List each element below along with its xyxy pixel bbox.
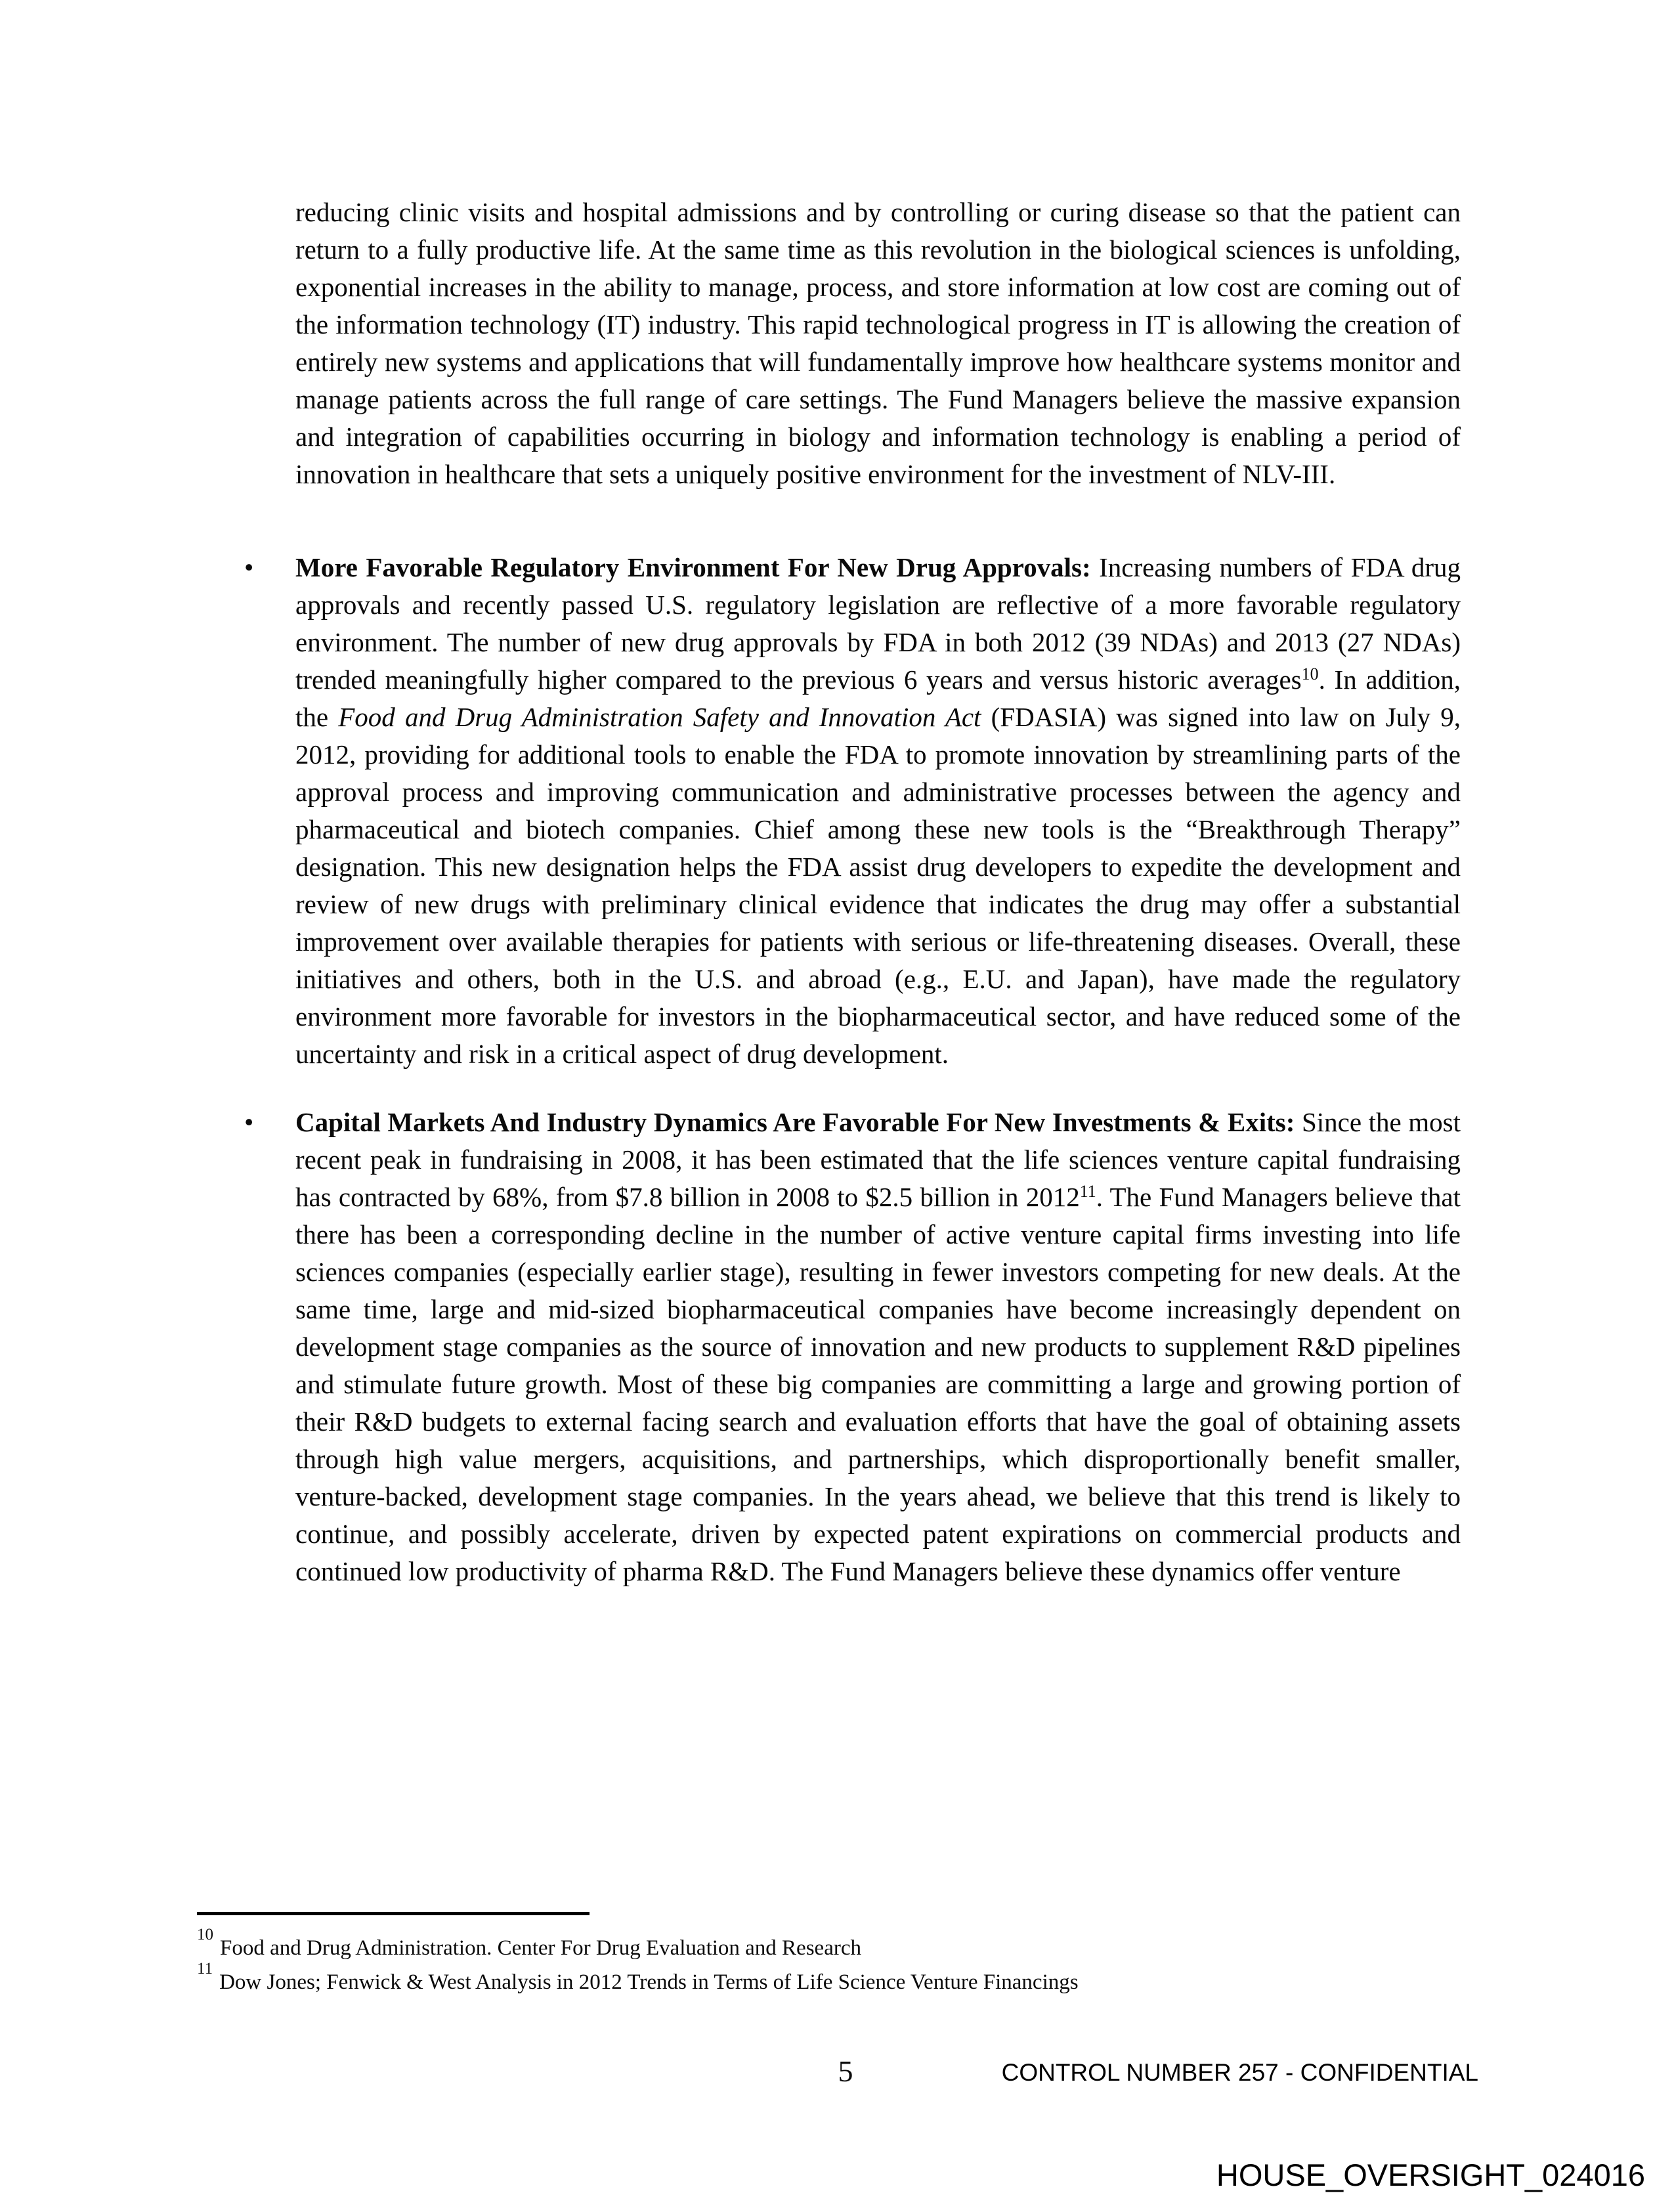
footnote-reference: 10 bbox=[1301, 664, 1319, 683]
bullet-item-capital-markets bbox=[197, 1104, 1461, 1590]
bullet-text-capital-markets bbox=[295, 1104, 1461, 1590]
text-run: (FDASIA) was signed into law on July 9, 2012, providing for additional tools to enable the FDA to promote innovation by streamlining parts of the approval process and improving communication and administrative processes between the agency and pharmaceutical and biotech companies. Chief among these new tools is the “Breakthrough Therapy” designation. This new designation helps the FDA assist drug developers to expedite the development and review of new drugs with preliminary clinical evidence that indicates the drug may offer a substantial improvement over available therapies for patients with serious or life-threatening diseases. Overall, these initiatives and others, both in the U.S. and abroad (e.g., E.U. and Japan), have made the regulatory environment more favorable for investors in the biopharmaceutical sector, and have reduced some of the uncertainty and risk in a critical aspect of drug development. bbox=[295, 702, 1461, 1069]
text-run: . In addition, the bbox=[295, 664, 1461, 732]
main-text-block bbox=[197, 194, 1461, 1590]
footnote-separator bbox=[197, 1912, 590, 1915]
footnote-block bbox=[197, 1912, 1379, 1999]
bold-run: Capital Markets And Industry Dynamics Are Favorable For New Investments & Exits: bbox=[295, 1107, 1295, 1137]
footnote-reference: 11 bbox=[1079, 1182, 1096, 1201]
text-run: reducing clinic visits and hospital admissions and by controlling or curing disease so that the patient can return to a fully productive life. At the same time as this revolution in the biological sciences is unfolding, exponential increases in the ability to manage, process, and store information at low cost are coming out of the information technology (IT) industry. This rapid technological progress in IT is allowing the creation of entirely new systems and applications that will fundamentally improve how healthcare systems monitor and manage patients across the full range of care settings. The Fund Managers believe the massive expansion and integration of capabilities occurring in biology and information technology is enabling a period of innovation in healthcare that sets a uniquely positive environment for the investment of NLV-III. bbox=[295, 197, 1461, 489]
text-run: . The Fund Managers believe that there has been a corresponding decline in the number of active venture capital firms investing into life sciences companies (especially earlier stage), resulting in fewer investors competing for new deals. At the same time, large and mid-sized biopharmaceutical companies have become increasingly dependent on development stage companies as the source of innovation and new products to supplement R&D pipelines and stimulate future growth. Most of these big companies are committing a large and growing portion of their R&D budgets to external facing search and evaluation efforts that have the goal of obtaining assets through high value mergers, acquisitions, and partnerships, which disproportionally benefit smaller, venture-backed, development stage companies. In the years ahead, we believe that this trend is likely to continue, and possibly accelerate, driven by expected patent expirations on commercial products and continued low productivity of pharma R&D. The Fund Managers believe these dynamics offer venture bbox=[295, 1182, 1461, 1586]
text-run: Since the most recent peak in fundraising in 2008, it has been estimated that the life sciences venture capital fundraising has contracted by 68%, from $7.8 billion in 2008 to $2.5 billion in 2012 bbox=[295, 1107, 1461, 1212]
bullet-icon: • bbox=[244, 552, 254, 582]
footnote-10 bbox=[197, 1926, 1379, 1965]
bold-run: More Favorable Regulatory Environment For New Drug Approvals: bbox=[295, 552, 1091, 582]
control-number-label: CONTROL NUMBER 257 - CONFIDENTIAL bbox=[1001, 2059, 1478, 2086]
bates-stamp: HOUSE_OVERSIGHT_024016 bbox=[1216, 2158, 1645, 2192]
page-number: 5 bbox=[838, 2054, 853, 2088]
footnote-number: 11 bbox=[197, 1960, 213, 1978]
footnote-number: 10 bbox=[197, 1926, 213, 1943]
text-run: Increasing numbers of FDA drug approvals and recently passed U.S. regulatory legislation are reflective of a more favorable regulatory environment. The number of new drug approvals by FDA in both 2012 (39 NDAs) and 2013 (27 NDAs) trended meaningfully higher compared to the previous 6 years and versus historic averages bbox=[295, 552, 1461, 695]
bullet-icon: • bbox=[244, 1107, 254, 1137]
intro-paragraph bbox=[295, 194, 1461, 493]
footnote-11 bbox=[197, 1960, 1379, 1999]
footnote-text: Dow Jones; Fenwick & West Analysis in 2012 Trends in Terms of Life Science Venture Financings bbox=[219, 1970, 1079, 1994]
footnote-text: Food and Drug Administration. Center For Drug Evaluation and Research bbox=[220, 1936, 861, 1960]
italic-run: Food and Drug Administration Safety and Innovation Act bbox=[338, 702, 981, 732]
bullet-text-regulatory-environment bbox=[295, 549, 1461, 1073]
bullet-item-regulatory-environment bbox=[197, 549, 1461, 1073]
